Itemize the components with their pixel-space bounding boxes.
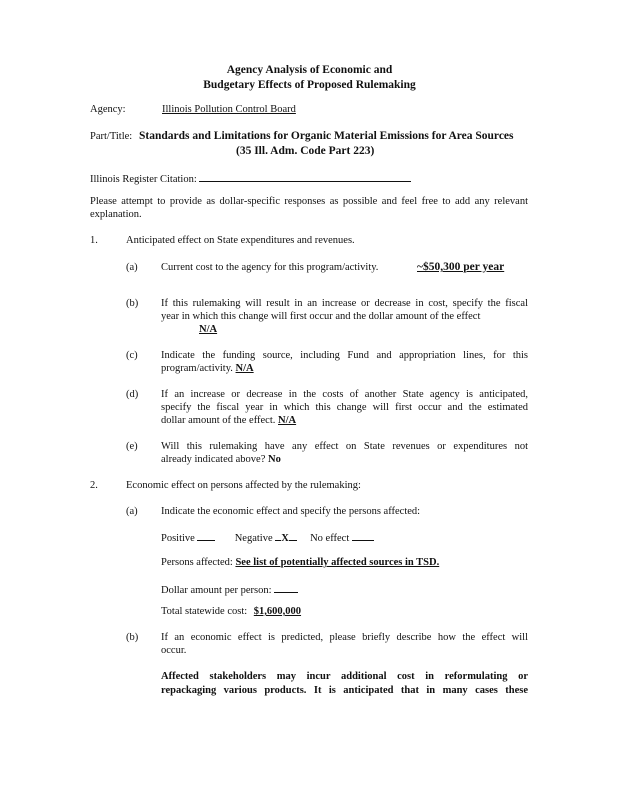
item-1d-line1: If an increase or decrease in the costs of another State agency is anticipated, <box>161 389 528 400</box>
dollar-per-person-blank <box>274 582 298 593</box>
item-1b-line2: year in which this change will first occur and the dollar amount of the effect <box>161 311 481 322</box>
instructions-line1: Please attempt to provide as dollar-specific responses as possible and feel free to add any relevant <box>90 196 528 207</box>
item-2a-label: (a) <box>126 506 138 517</box>
dollar-per-person-label: Dollar amount per person: <box>161 585 272 596</box>
negative-blank <box>289 530 297 541</box>
document-title-line1: Agency Analysis of Economic and <box>226 64 393 76</box>
item-1c-line2: program/activity. <box>161 363 233 374</box>
part-title-value-line2: (35 Ill. Adm. Code Part 223) <box>236 145 375 157</box>
item-1d-line3: dollar amount of the effect. <box>161 415 276 426</box>
register-citation-blank <box>199 171 411 182</box>
total-statewide-cost-value: $1,600,000 <box>253 606 302 617</box>
register-citation-label <box>90 171 411 185</box>
item-1c-line2-row <box>161 363 254 374</box>
persons-affected-label: Persons affected: <box>161 557 233 568</box>
item-1a-answer: ~$50,300 per year <box>417 261 505 273</box>
no-effect-label: No effect <box>310 533 350 544</box>
item-1e-label: (e) <box>126 441 138 452</box>
item-2b-line1: If an economic effect is predicted, please briefly describe how the effect will <box>161 632 528 643</box>
item-2b-line2: occur. <box>161 645 187 656</box>
item-1e-line2-row <box>161 454 281 465</box>
persons-affected-value: See list of potentially affected sources in TSD. <box>235 557 440 568</box>
persons-affected-row <box>161 557 439 568</box>
item-1d-answer: N/A <box>278 415 297 426</box>
part-title-label: Part/Title: <box>90 131 133 142</box>
negative-label: Negative <box>234 533 273 544</box>
no-effect-blank <box>352 530 374 541</box>
item-1e-line2: already indicated above? <box>161 454 266 465</box>
item-1d-line3-row <box>161 415 296 426</box>
item-1c-answer: N/A <box>235 363 254 374</box>
item-1b-answer: N/A <box>199 324 218 335</box>
item-2b-label: (b) <box>126 632 139 643</box>
document-title-line2: Budgetary Effects of Proposed Rulemaking <box>203 79 416 91</box>
item-2b-bold-line2: repackaging various products. It is anticipated that in many cases these <box>161 685 528 696</box>
section2-heading: Economic effect on persons affected by the rulemaking: <box>126 480 361 491</box>
item-1c-label: (c) <box>126 350 138 361</box>
item-1b-line1: If this rulemaking will result in an increase or decrease in cost, specify the fiscal <box>161 298 528 309</box>
item-2b-bold-line1: Affected stakeholders may incur additional cost in reformulating or <box>161 671 528 682</box>
total-statewide-cost-row <box>161 606 309 617</box>
section1-number: 1. <box>90 235 98 246</box>
effect-checkbox-row <box>161 530 374 544</box>
item-2a-text: Indicate the economic effect and specify the persons affected: <box>161 506 421 517</box>
item-1e-line1: Will this rulemaking have any effect on State revenues or expenditures not <box>161 441 528 452</box>
item-1d-line2: specify the fiscal year in which this change will first occur and the estimated <box>161 402 528 413</box>
item-1d-label: (d) <box>126 389 139 400</box>
total-statewide-cost-label: Total statewide cost: <box>161 606 248 617</box>
item-1e-answer: No <box>267 454 281 465</box>
register-citation-text: Illinois Register Citation: <box>90 174 197 185</box>
section1-heading: Anticipated effect on State expenditures and revenues. <box>126 235 355 246</box>
dollar-per-person-row <box>161 582 298 596</box>
positive-blank <box>197 530 215 541</box>
part-title-value-line1: Standards and Limitations for Organic Material Emissions for Area Sources <box>139 130 514 142</box>
negative-mark: X <box>281 533 289 544</box>
item-1c-line1: Indicate the funding source, including Fund and appropriation lines, for this <box>161 350 528 361</box>
item-1a-label: (a) <box>126 262 138 273</box>
item-1a-text: Current cost to the agency for this program/activity. <box>161 262 379 273</box>
agency-label: Agency: <box>90 104 126 115</box>
instructions-line2: explanation. <box>90 209 142 220</box>
positive-label: Positive <box>161 533 195 544</box>
item-1b-label: (b) <box>126 298 139 309</box>
agency-value: Illinois Pollution Control Board <box>162 104 296 115</box>
section2-number: 2. <box>90 480 98 491</box>
